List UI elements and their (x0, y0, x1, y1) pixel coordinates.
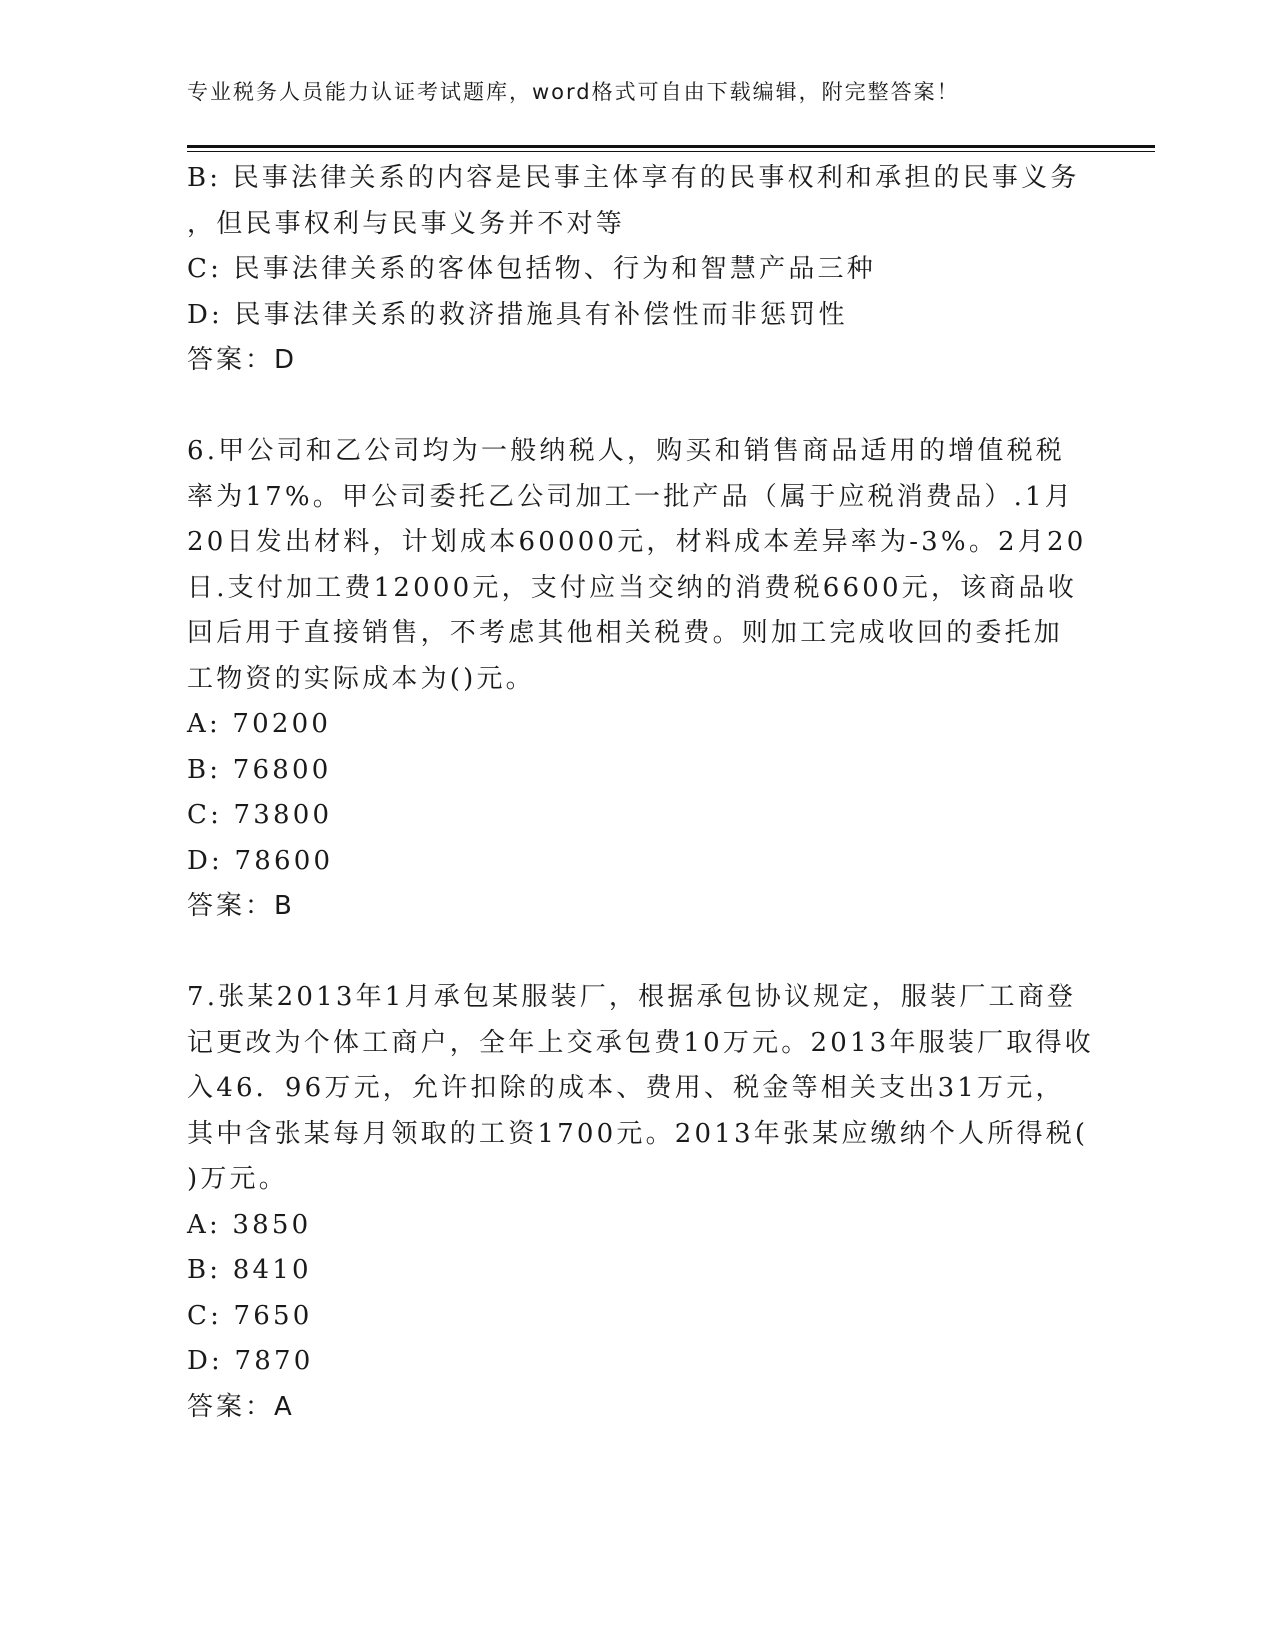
q6-option-d: D: 78600 (187, 845, 334, 876)
q6-option-b: B: 76800 (187, 754, 332, 785)
q6-stem-line: 20日发出材料，计划成本60000元，材料成本差异率为-3%。2月20 (187, 527, 1087, 557)
q5-option-b-line1: B: 民事法律关系的内容是民事主体享有的民事权利和承担的民事义务 (187, 163, 1080, 193)
q6-stem-line: 率为17%。甲公司委托乙公司加工一批产品（属于应税消费品）.1月 (187, 481, 1074, 512)
q5-answer: 答案：D (187, 345, 298, 375)
q6-stem-line: 6.甲公司和乙公司均为一般纳税人，购买和销售商品适用的增值税税 (187, 436, 1066, 466)
q6-option-c: C: 73800 (187, 800, 333, 830)
page-header: 专业税务人员能力认证考试题库，word格式可自由下载编辑，附完整答案！ (187, 80, 960, 104)
question-content (187, 156, 1094, 1430)
q6-option-a: A: 70200 (187, 709, 332, 739)
q7-stem-line: 记更改为个体工商户，全年上交承包费10万元。2013年服装厂取得收 (187, 1027, 1094, 1058)
q7-answer: 答案：A (187, 1391, 295, 1422)
header-rule-thin (187, 151, 1155, 152)
q7-stem-line: 入46．96万元，允许扣除的成本、费用、税金等相关支出31万元， (187, 1073, 1065, 1103)
q6-stem-line: 日.支付加工费12000元，支付应当交纳的消费税6600元，该商品收 (187, 572, 1077, 603)
q5-option-c: C: 民事法律关系的客体包括物、行为和智慧产品三种 (187, 254, 876, 284)
q7-stem-line: 7.张某2013年1月承包某服装厂，根据承包协议规定，服装厂工商登 (187, 982, 1077, 1012)
q7-stem-line: )万元。 (187, 1164, 288, 1194)
q7-option-b: B: 8410 (187, 1255, 312, 1285)
q6-stem-line: 工物资的实际成本为()元。 (187, 663, 535, 694)
spacer (187, 384, 1087, 430)
q6-stem-line: 回后用于直接销售，不考虑其他相关税费。则加工完成收回的委托加 (187, 618, 1064, 648)
q5-option-b-line2: ，但民事权利与民事义务并不对等 (187, 208, 626, 239)
q5-option-d: D: 民事法律关系的救济措施具有补偿性而非惩罚性 (187, 299, 848, 330)
q6-answer: 答案：B (187, 891, 295, 921)
spacer (187, 930, 1087, 976)
q7-option-d: D: 7870 (187, 1346, 314, 1376)
q7-option-c: C: 7650 (187, 1300, 313, 1331)
q7-option-a: A: 3850 (187, 1209, 312, 1240)
q7-stem-line: 其中含张某每月领取的工资1700元。2013年张某应缴纳个人所得税( (187, 1118, 1089, 1149)
header-rule-thick (187, 145, 1155, 148)
